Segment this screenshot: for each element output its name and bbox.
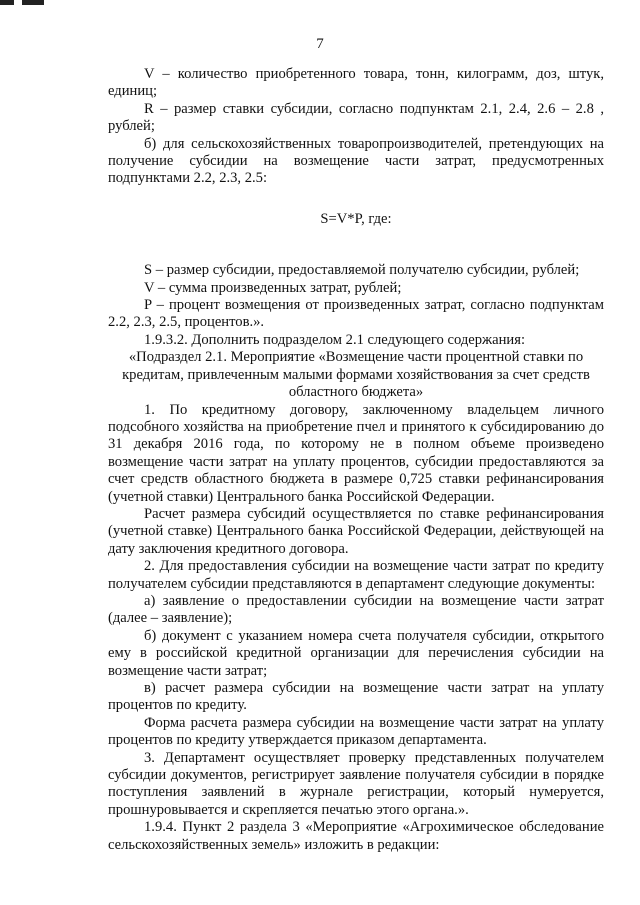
paragraph-1-9-3-2: 1.9.3.2. Дополнить подразделом 2.1 следующего содержания: (144, 331, 525, 348)
paragraph-v-definition: V – количество приобретенного товара, тонн, килограмм, доз, штук, единиц; (108, 66, 604, 100)
paragraph-s-definition: S – размер субсидии, предоставляемой получателю субсидии, рублей; (144, 262, 580, 279)
paragraph-item-3: 3. Департамент осуществляет проверку представленных получателем субсидии документов, регистрирует заявление получателя субсидии в порядке поступления заявлений в журнале регистрации, который нумеруется, прошнуровывается и скрепляется печатью этого органа.». (108, 749, 604, 818)
paragraph-form: Форма расчета размера субсидии на возмещение части затрат на уплату процентов по кредиту утверждается приказом департамента. (108, 714, 604, 749)
paragraph-item-2a: а) заявление о предоставлении субсидии на возмещение части затрат (далее – заявление); (108, 592, 604, 627)
paragraph-b-subitem: б) для сельскохозяйственных товаропроизводителей, претендующих на получение субсидии на возмещение части затрат, предусмотренных подпунктами 2.2, 2.3, 2.5: (108, 135, 604, 187)
paragraph-item-1: 1. По кредитному договору, заключенному владельцем личного подсобного хозяйства на приобретение пчел и принятого к субсидированию до 31 декабря 2016 года, по которому не в полном объеме произведено возмещение части затрат на уплату процентов, субсидии предоставляются за счет средств областного бюджета в размере 0,725 ставки рефинансирования (учетной ставки) Центрального банка Российской Федерации. (108, 401, 604, 505)
paragraph-p-definition: P – процент возмещения от произведенных затрат, согласно подпунктам 2.2, 2.3, 2.5, процентов.». (108, 297, 604, 331)
paragraph-item-2v: в) расчет размера субсидии на возмещение части затрат на уплату процентов по кредиту. (108, 680, 604, 714)
paragraph-item-2b: б) документ с указанием номера счета получателя субсидии, открытого ему в российской кредитной организации для перечисления субсидии на возмещение части затрат; (108, 627, 604, 679)
paragraph-r-definition: R – размер ставки субсидии, согласно подпунктам 2.1, 2.4, 2.6 – 2.8 , рублей; (108, 100, 604, 135)
subsection-2-1-title: «Подраздел 2.1. Мероприятие «Возмещение части процентной ставки по кредитам, привлеченным малыми формами хозяйствования за счет средств областного бюджета» (122, 349, 590, 401)
formula: S=V*P, где: (320, 210, 392, 227)
document-body (108, 66, 604, 854)
paragraph-calculation: Расчет размера субсидий осуществляется по ставке рефинансирования (учетной ставке) Центрального банка Российской Федерации, действующей на дату заключения кредитного договора. (108, 505, 604, 557)
paragraph-item-2: 2. Для предоставления субсидии на возмещение части затрат по кредиту получателем субсидии представляются в департамент следующие документы: (108, 558, 604, 592)
paragraph-v-sum-definition: V – сумма произведенных затрат, рублей; (144, 279, 402, 296)
paragraph-1-9-4: 1.9.4. Пункт 2 раздела 3 «Мероприятие «Агрохимическое обследование сельскохозяйственных земель» изложить в редакции: (108, 819, 604, 853)
scan-corner-mark (0, 0, 48, 8)
page-number: 7 (316, 36, 324, 52)
